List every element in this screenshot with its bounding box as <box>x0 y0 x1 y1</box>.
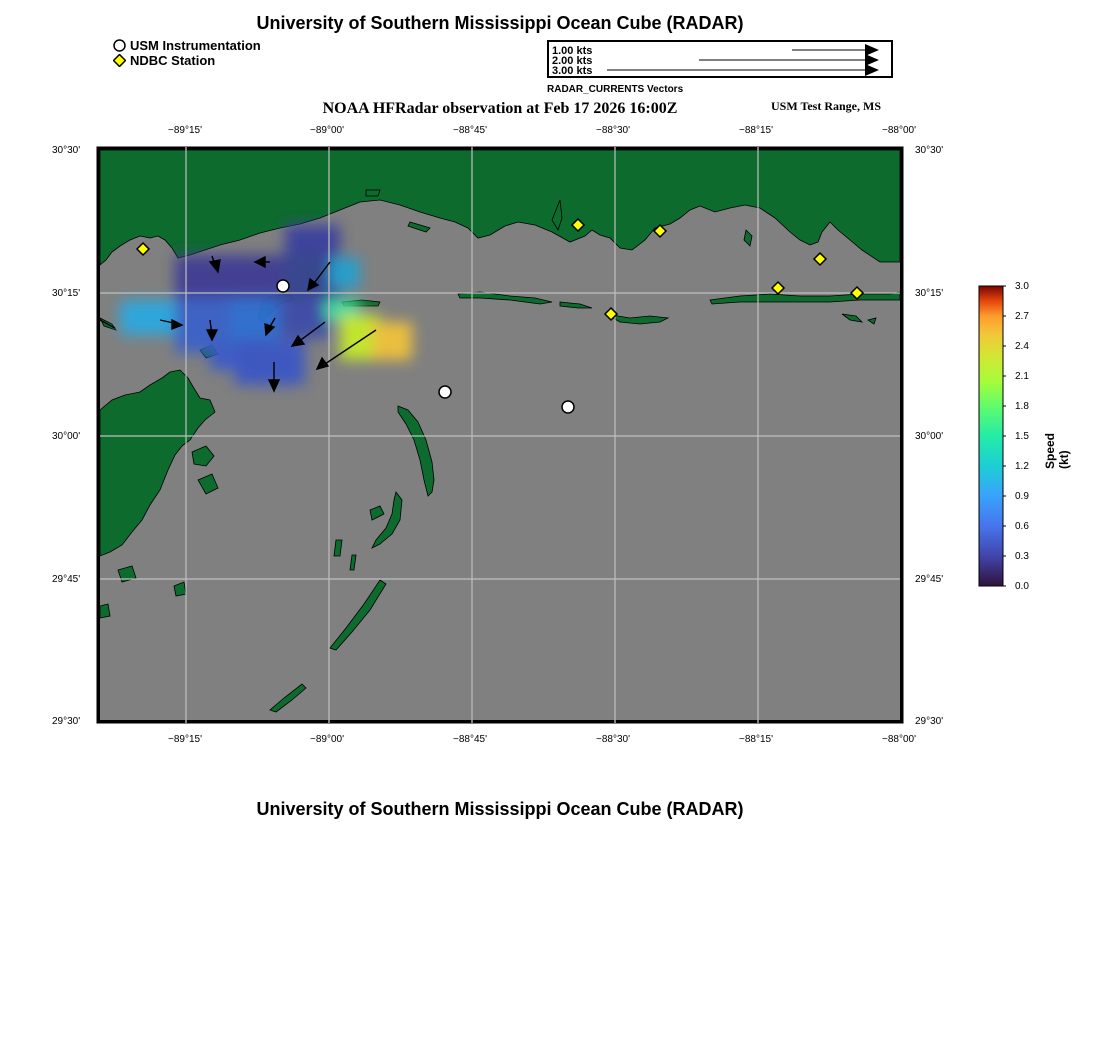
colorbar-tick-label: 3.0 <box>1015 281 1029 292</box>
lon-tick-label: −88°45' <box>453 125 487 136</box>
lon-tick-label: −89°15' <box>168 125 202 136</box>
bay-island <box>366 190 380 196</box>
radar-map[interactable] <box>95 146 909 726</box>
lon-tick-label: −89°00' <box>310 734 344 745</box>
arrow-icon <box>865 54 879 66</box>
lon-tick-label: −88°45' <box>453 734 487 745</box>
lon-tick-label: −88°15' <box>739 125 773 136</box>
colorbar-title: Speed (kt) <box>1043 432 1071 469</box>
legend-ndbc-label: NDBC Station <box>130 53 216 68</box>
lat-tick-label: 29°45' <box>915 574 944 585</box>
colorbar-tick-label: 1.8 <box>1015 401 1029 412</box>
lon-tick-label: −89°00' <box>310 125 344 136</box>
lat-tick-label: 29°30' <box>915 716 944 727</box>
page-title: University of Southern Mississippi Ocean Cube (RADAR) <box>256 13 744 33</box>
usm-station-icon <box>113 39 126 52</box>
ndbc-station-icon <box>113 54 126 67</box>
legend-usm-label: USM Instrumentation <box>130 38 261 53</box>
lon-tick-label: −88°30' <box>596 125 630 136</box>
lat-tick-label: 30°00' <box>52 431 81 442</box>
legend-ndbc <box>113 53 215 68</box>
lon-tick-label: −88°00' <box>882 125 916 136</box>
lon-tick-label: −88°00' <box>882 734 916 745</box>
lat-tick-label: 30°30' <box>52 145 81 156</box>
footer-title: University of Southern Mississippi Ocean Cube (RADAR) <box>256 799 744 819</box>
vector-key-label: 1.00 kts <box>552 45 593 57</box>
lon-tick-label: −89°15' <box>168 734 202 745</box>
colorbar-tick-label: 0.0 <box>1015 581 1029 592</box>
usm-station-marker <box>277 280 289 292</box>
lat-tick-label: 30°30' <box>915 145 944 156</box>
range-label: USM Test Range, MS <box>771 99 882 113</box>
lat-tick-label: 29°30' <box>52 716 81 727</box>
colorbar-tick-label: 0.3 <box>1015 551 1029 562</box>
lon-tick-label: −88°30' <box>596 734 630 745</box>
colorbar-tick-label: 1.2 <box>1015 461 1029 472</box>
vector-key-label: 2.00 kts <box>552 55 593 67</box>
colorbar-tick-label: 0.6 <box>1015 521 1029 532</box>
colorbar-tick-label: 1.5 <box>1015 431 1029 442</box>
usm-station-marker <box>562 401 574 413</box>
usm-station-marker <box>439 386 451 398</box>
colorbar-tick-label: 0.9 <box>1015 491 1029 502</box>
colorbar-tick-label: 2.7 <box>1015 311 1029 322</box>
lat-tick-label: 29°45' <box>52 574 81 585</box>
colorbar-tick-label: 2.4 <box>1015 341 1029 352</box>
colorbar-tick-label: 2.1 <box>1015 371 1029 382</box>
lon-tick-label: −88°15' <box>739 734 773 745</box>
vector-key-caption: RADAR_CURRENTS Vectors <box>547 84 684 95</box>
vector-key-arrows <box>547 40 893 78</box>
lat-tick-label: 30°00' <box>915 431 944 442</box>
vector-key-label: 3.00 kts <box>552 65 593 77</box>
lat-tick-label: 30°15' <box>52 288 81 299</box>
arrow-icon <box>865 44 879 56</box>
lat-tick-label: 30°15' <box>915 288 944 299</box>
marsh-island <box>100 604 110 618</box>
map-subtitle: NOAA HFRadar observation at Feb 17 2026 16:00Z <box>322 100 678 117</box>
speed-colorbar <box>976 283 1006 589</box>
legend-usm <box>113 38 261 53</box>
arrow-icon <box>865 64 879 76</box>
vector-key <box>547 40 893 78</box>
